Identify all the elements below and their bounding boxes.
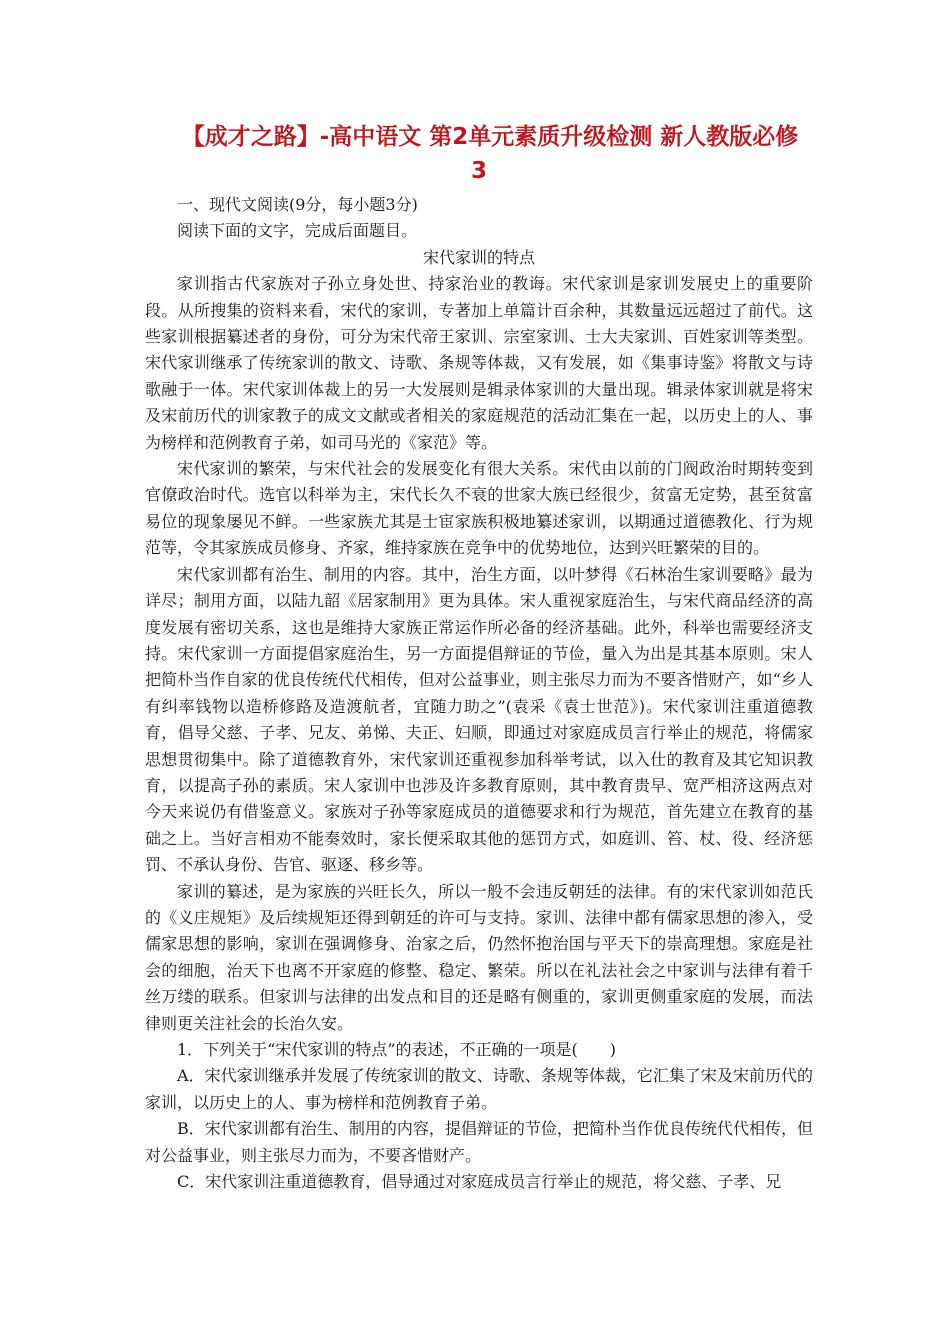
article-paragraph-4: 家训的纂述，是为家族的兴旺长久，所以一般不会违反朝廷的法律。有的宋代家训如范氏的《义庄规矩》及后续规矩还得到朝廷的许可与支持。家训、法律中都有儒家思想的渗入，受儒家思想的影响，家训在强调修身、治家之后，仍然怀抱治国与平天下的崇高理想。家庭是社会的细胞，治天下也离不开家庭的修整、稳定、繁荣。所以在礼法社会之中家训与法律有着千丝万缕的联系。但家训与法律的出发点和目的还是略有侧重的，家训更侧重家庭的发展，而法律则更关注社会的长治久安。 <box>145 881 813 1033</box>
question-stem: 1．下列关于“宋代家训的特点”的表述，不正确的一项是( ) <box>177 1040 617 1059</box>
section-heading: 一、现代文阅读(9分，每小题3分) <box>177 195 418 214</box>
document-title <box>145 120 813 188</box>
question-option-c: C．宋代家训注重道德教育，倡导通过对家庭成员言行举止的规范，将父慈、子孝、兄 <box>177 1172 782 1192</box>
question-option-a: A．宋代家训继承并发展了传统家训的散文、诗歌、条规等体裁，它汇集了宋及宋前历代的家训，以历史上的人、事为榜样和范例教育子弟。 <box>145 1066 813 1112</box>
article-title: 宋代家训的特点 <box>422 247 535 267</box>
document-page <box>145 120 813 1195</box>
article-paragraph-2: 宋代家训的繁荣，与宋代社会的发展变化有很大关系。宋代由以前的门阀政治时期转变到官僚政治时代。选官以科举为主，宋代长久不衰的世家大族已经很少，贫富无定势，甚至贫富易位的现象屡见不鲜。一些家族尤其是士宦家族积极地纂述家训，以期通过道德教化、行为规范等，令其家族成员修身、齐家，维持家族在竞争中的优势地位，达到兴旺繁荣的目的。 <box>145 459 813 558</box>
article-paragraph-1: 家训指古代家族对子孙立身处世、持家治业的教诲。宋代家训是家训发展史上的重要阶段。从所搜集的资料来看，宋代的家训，专著加上单篇计百余种，其数量远远超过了前代。这些家训根据纂述者的身份，可分为宋代帝王家训、宗室家训、士大夫家训、百姓家训等类型。宋代家训继承了传统家训的散文、诗歌、条规等体裁，又有发展，如《集事诗鉴》将散文与诗歌融于一体。宋代家训体裁上的另一大发展则是辑录体家训的大量出现。辑录体家训就是将宋及宋前历代的训家教子的成文文献或者相关的家庭规范的活动汇集在一起，以历史上的人、事为榜样和范例教育子弟，如司马光的《家范》等。 <box>145 274 813 452</box>
title-line-2: 3 <box>470 158 487 184</box>
article-paragraph-3: 宋代家训都有治生、制用的内容。其中，治生方面，以叶梦得《石林治生家训要略》最为详尽；制用方面，以陆九韶《居家制用》更为具体。宋人重视家庭治生，与宋代商品经济的高度发展有密切关系，这也是维持大家族正常运作所必备的经济基础。此外，科举也需要经济支持。宋代家训一方面提倡家庭治生，另一方面提倡辩证的节俭，量入为出是其基本原则。宋人把简朴当作自家的优良传统代代相传，但对公益事业，则主张尽力而为不要吝惜财产，如“乡人有纠率钱物以造桥修路及造渡航者，宜随力助之”(袁采《袁士世范》)。宋代家训注重道德教育，倡导父慈、子孝、兄友、弟悌、夫正、妇顺，即通过对家庭成员言行举止的规范，将儒家思想贯彻集中。除了道德教育外，宋代家训还重视参加科举考试，以入仕的教育及其它知识教育，以提高子孙的素质。宋人家训中也涉及许多教育原则，其中教育贵早、宽严相济这两点对今天来说仍有借鉴意义。家族对子孙等家庭成员的道德要求和行为规范，首先建立在教育的基础之上。当好言相劝不能奏效时，家长便采取其他的惩罚方式，如庭训、笞、杖、役、经济惩罚、不承认身份、告官、驱逐、移乡等。 <box>145 564 813 875</box>
reading-instruction: 阅读下面的文字，完成后面题目。 <box>177 221 418 241</box>
question-option-b: B．宋代家训都有治生、制用的内容，提倡辩证的节俭，把简朴当作优良传统代代相传，但对公益事业，则主张尽力而为，不要吝惜财产。 <box>145 1119 813 1165</box>
title-line-1: 【成才之路】-高中语文 第2单元素质升级检测 新人教版必修 <box>181 124 799 150</box>
